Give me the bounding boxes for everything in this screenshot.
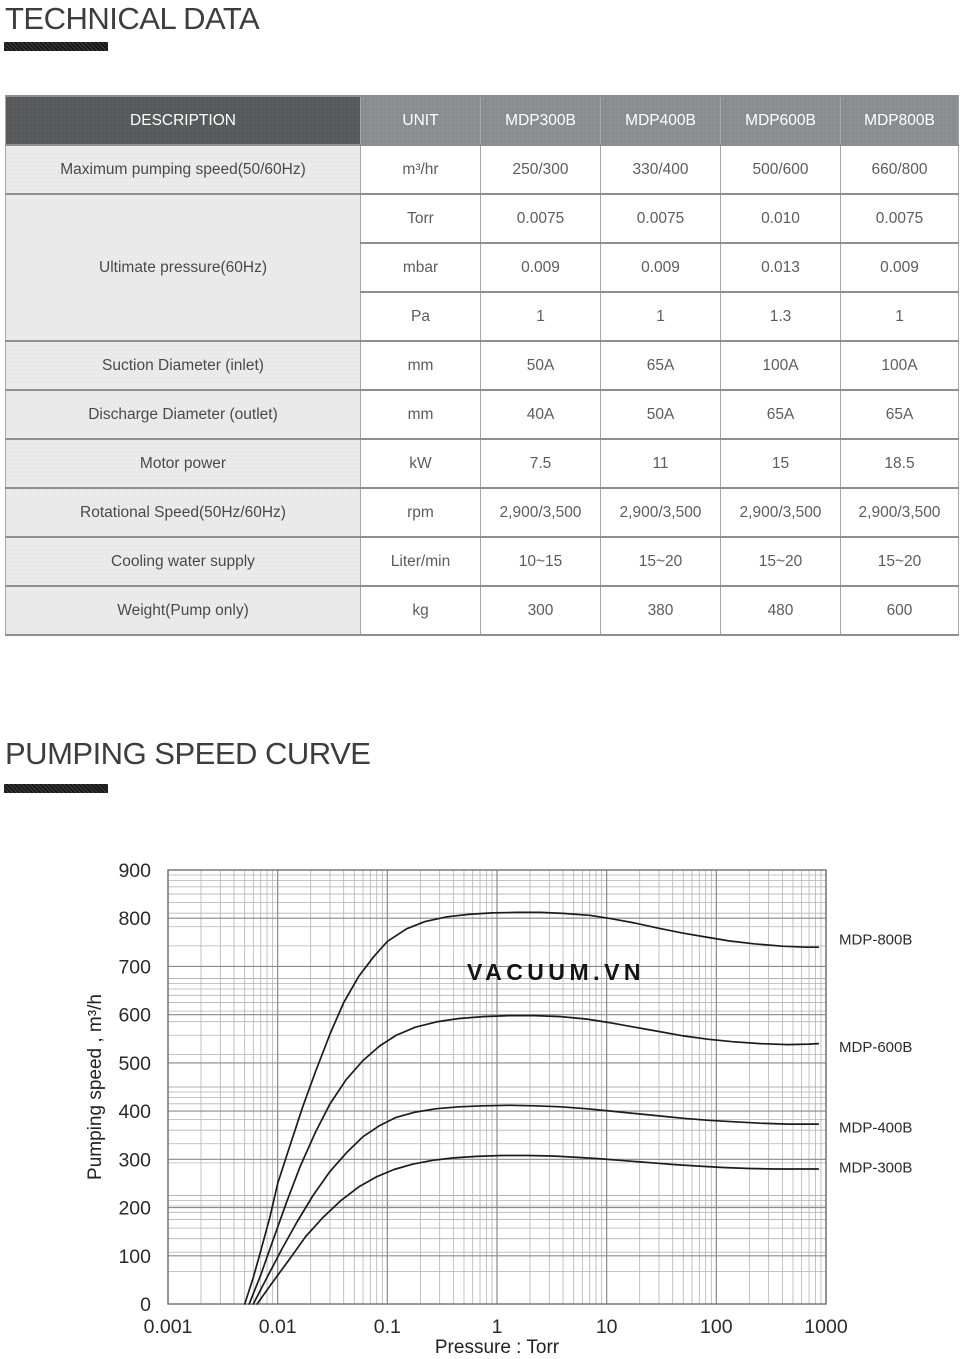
curve-label-mdp-400b: MDP-400B: [839, 1119, 913, 1137]
unit-cell: kW: [361, 439, 481, 488]
y-tick-label: 600: [118, 1004, 151, 1027]
row-label: Motor power: [6, 439, 361, 488]
value-cell: 65A: [841, 390, 959, 439]
value-cell: 1: [481, 292, 601, 341]
unit-cell: Torr: [361, 194, 481, 243]
x-tick-label: 0.01: [258, 1316, 297, 1338]
value-cell: 250/300: [481, 145, 601, 194]
pumping-speed-underline-bar: [4, 784, 108, 793]
pumping-speed-chart: [0, 850, 960, 1359]
table-row: [6, 390, 959, 439]
value-cell: 2,900/3,500: [841, 488, 959, 537]
value-cell: 65A: [721, 390, 841, 439]
table-row: [6, 537, 959, 586]
value-cell: 15~20: [721, 537, 841, 586]
header-mdp300b: MDP300B: [481, 96, 601, 145]
curve-label-mdp-800b: MDP-800B: [839, 931, 913, 949]
value-cell: 300: [481, 586, 601, 635]
technical-data-title: TECHNICAL DATA: [5, 1, 260, 36]
table-header-row: [6, 96, 959, 145]
technical-data-underline-bar: [4, 42, 108, 51]
value-cell: 65A: [601, 341, 721, 390]
x-tick-label: 1: [491, 1316, 503, 1338]
header-mdp800b: MDP800B: [841, 96, 959, 145]
value-cell: 0.013: [721, 243, 841, 292]
row-label: Rotational Speed(50Hz/60Hz): [6, 488, 361, 537]
row-label: Cooling water supply: [6, 537, 361, 586]
value-cell: 40A: [481, 390, 601, 439]
header-description: DESCRIPTION: [6, 96, 361, 145]
header-mdp600b: MDP600B: [721, 96, 841, 145]
value-cell: 15~20: [841, 537, 959, 586]
x-tick-label: 1000: [804, 1316, 848, 1338]
value-cell: 7.5: [481, 439, 601, 488]
unit-cell: mm: [361, 390, 481, 439]
value-cell: 0.009: [601, 243, 721, 292]
unit-cell: mbar: [361, 243, 481, 292]
value-cell: 0.0075: [841, 194, 959, 243]
unit-cell: mm: [361, 341, 481, 390]
value-cell: 480: [721, 586, 841, 635]
value-cell: 18.5: [841, 439, 959, 488]
curve-label-mdp-600b: MDP-600B: [839, 1038, 913, 1056]
y-tick-label: 900: [118, 860, 151, 882]
value-cell: 2,900/3,500: [481, 488, 601, 537]
value-cell: 0.009: [841, 243, 959, 292]
y-tick-label: 400: [118, 1101, 151, 1124]
value-cell: 100A: [841, 341, 959, 390]
value-cell: 100A: [721, 341, 841, 390]
row-label: Suction Diameter (inlet): [6, 341, 361, 390]
value-cell: 500/600: [721, 145, 841, 194]
curve-mdp-300b: [257, 1156, 818, 1305]
value-cell: 2,900/3,500: [601, 488, 721, 537]
header-mdp400b: MDP400B: [601, 96, 721, 145]
y-tick-label: 0: [140, 1294, 151, 1316]
y-tick-label: 700: [118, 956, 151, 979]
value-cell: 50A: [481, 341, 601, 390]
value-cell: 1: [841, 292, 959, 341]
value-cell: 0.0075: [601, 194, 721, 243]
row-label: Ultimate pressure(60Hz): [6, 194, 361, 341]
value-cell: 660/800: [841, 145, 959, 194]
y-tick-label: 500: [118, 1052, 151, 1075]
unit-cell: rpm: [361, 488, 481, 537]
unit-cell: m³/hr: [361, 145, 481, 194]
table-row: [6, 194, 959, 243]
table-row: [6, 586, 959, 635]
row-label: Maximum pumping speed(50/60Hz): [6, 145, 361, 194]
unit-cell: kg: [361, 586, 481, 635]
value-cell: 1.3: [721, 292, 841, 341]
x-tick-label: 0.1: [373, 1316, 401, 1338]
header-unit: UNIT: [361, 96, 481, 145]
value-cell: 380: [601, 586, 721, 635]
y-tick-label: 300: [118, 1149, 151, 1172]
value-cell: 2,900/3,500: [721, 488, 841, 537]
value-cell: 330/400: [601, 145, 721, 194]
table-row: [6, 488, 959, 537]
value-cell: 15: [721, 439, 841, 488]
x-tick-label: 100: [700, 1316, 733, 1338]
curve-mdp-400b: [253, 1105, 818, 1304]
curve-label-mdp-300b: MDP-300B: [839, 1159, 913, 1177]
x-tick-label: 0.001: [143, 1316, 193, 1338]
value-cell: 11: [601, 439, 721, 488]
row-label: Discharge Diameter (outlet): [6, 390, 361, 439]
value-cell: 1: [601, 292, 721, 341]
value-cell: 15~20: [601, 537, 721, 586]
y-axis-title: Pumping speed , m³/h: [85, 994, 106, 1180]
value-cell: 50A: [601, 390, 721, 439]
table-row: [6, 439, 959, 488]
value-cell: 600: [841, 586, 959, 635]
x-axis-title: Pressure : Torr: [434, 1337, 560, 1358]
y-tick-label: 800: [118, 908, 151, 931]
row-label: Weight(Pump only): [6, 586, 361, 635]
y-tick-label: 200: [118, 1197, 151, 1220]
y-tick-label: 100: [118, 1245, 151, 1268]
value-cell: 10~15: [481, 537, 601, 586]
watermark-text: VACUUM.VN: [466, 959, 646, 985]
pumping-speed-curve-title: PUMPING SPEED CURVE: [5, 736, 371, 771]
technical-data-table: [5, 95, 959, 636]
unit-cell: Pa: [361, 292, 481, 341]
value-cell: 0.010: [721, 194, 841, 243]
unit-cell: Liter/min: [361, 537, 481, 586]
pumping-speed-chart-svg: [0, 850, 960, 1359]
table-row: [6, 341, 959, 390]
x-tick-label: 10: [595, 1316, 618, 1338]
table-row: [6, 145, 959, 194]
value-cell: 0.0075: [481, 194, 601, 243]
value-cell: 0.009: [481, 243, 601, 292]
